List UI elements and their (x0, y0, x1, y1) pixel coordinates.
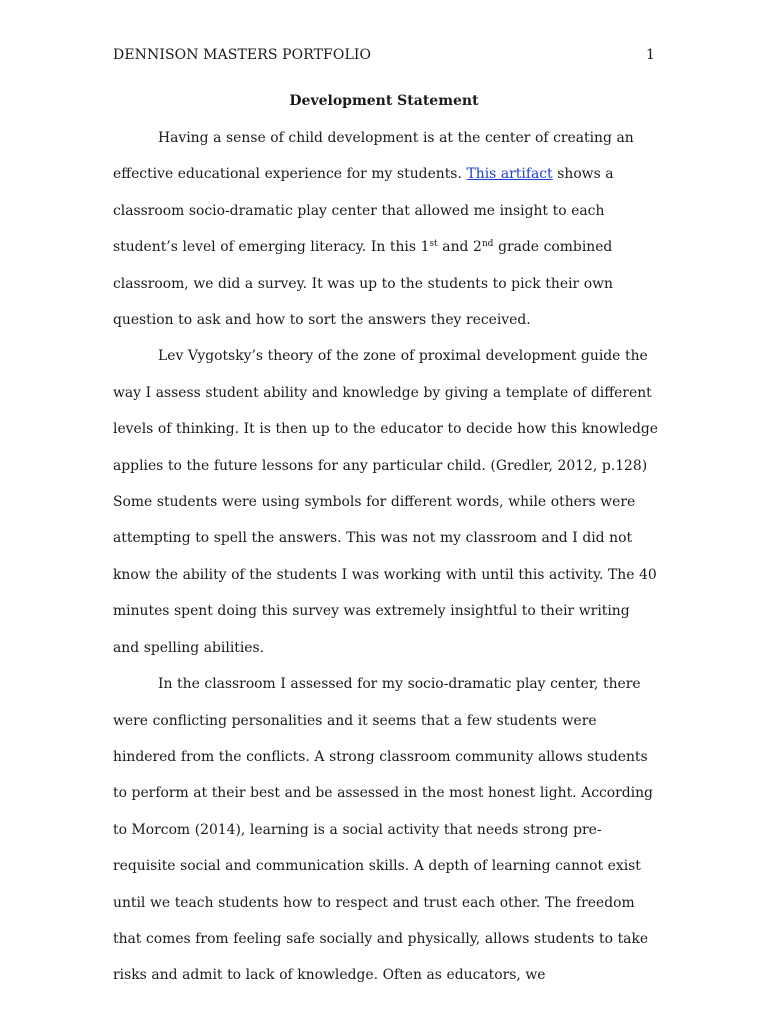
paragraph-1 (113, 120, 658, 338)
running-head (113, 47, 655, 67)
paragraph-1-text-c: and 2 (437, 239, 482, 256)
paragraph-1-text-a: Having a sense of child development is at the center of creating an effective educational experience for my students. (113, 130, 634, 183)
paragraph-1-text-b: shows a classroom socio-dramatic play center that allowed me insight to each student’s level of emerging literacy. In this 1 (113, 166, 614, 256)
paragraph-1-text-d: grade combined classroom, we did a survey. It was up to the students to pick their own question to ask and how to sort the answers they received. (113, 239, 613, 329)
ordinal-nd: nd (481, 239, 494, 250)
paragraph-3: In the classroom I assessed for my socio-dramatic play center, there were conflicting personalities and it seems that a few students were hindered from the conflicts. A strong classroom community allows students to perform at their best and be assessed in the most honest light. According to Morcom (2014), learning is a social activity that needs strong pre-requisite social and communication skills. A depth of learning cannot exist until we teach students how to respect and trust each other. The freedom that comes from feeling safe socially and physically, allows students to take risks and admit to lack of knowledge. Often as educators, we (113, 676, 653, 984)
ordinal-st: st (429, 239, 438, 250)
document-title: Development Statement (289, 93, 479, 109)
document-body (113, 120, 658, 994)
running-head-title: DENNISON MASTERS PORTFOLIO (113, 47, 372, 63)
paragraph-2: Lev Vygotsky’s theory of the zone of proximal development guide the way I assess student ability and knowledge by giving a template of different levels of thinking. It is then up to the educator to decide how this knowledge applies to the future lessons for any particular child. (Gredler, 2012, p.128) Some students were using symbols for different words, while others were attempting to spell the answers. This was not my classroom and I did not know the ability of the students I was working with until this activity. The 40 minutes spent doing this survey was extremely insightful to their writing and spelling abilities. (113, 348, 658, 656)
this-artifact-link[interactable]: This artifact (466, 166, 553, 183)
page-number: 1 (645, 47, 655, 63)
